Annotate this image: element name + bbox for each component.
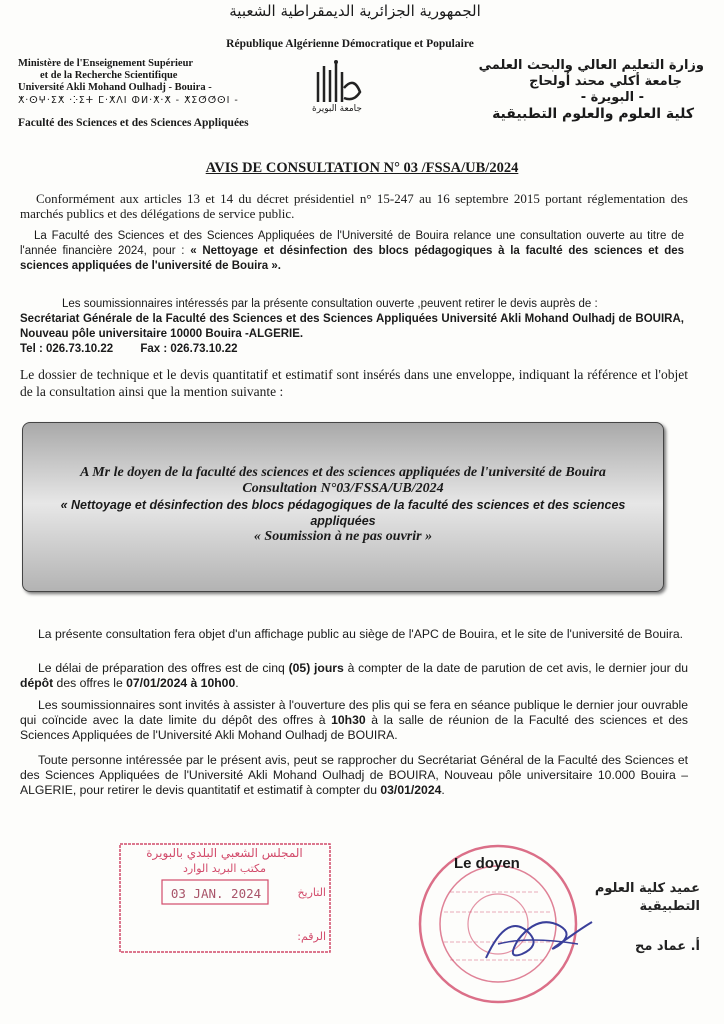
deadline-duration: (05) jours <box>288 661 344 675</box>
stamp-date-label: التاريخ <box>297 886 326 899</box>
university-name: Université Akli Mohand Oulhadj - Bouira - <box>18 82 212 93</box>
right-arabic-header-block <box>434 58 704 122</box>
deadline-text-e: des offres le <box>53 676 127 690</box>
deadline-date: 07/01/2024 à 10h00 <box>126 676 236 690</box>
contact-line <box>20 342 684 357</box>
stamp-date: 03 JAN. 2024 <box>170 886 262 901</box>
mention-addressee: A Mr le doyen de la faculté des sciences et des sciences appliquées de l'université de Bouira <box>80 465 606 480</box>
signatory-title: Le doyen <box>454 855 520 872</box>
deadline-paragraph <box>20 661 688 691</box>
arabic-faculty: كلية العلوم والعلوم التطبيقية <box>492 106 694 122</box>
deadline-deposit-word: dépôt <box>20 676 54 690</box>
withdrawal-paragraph <box>20 297 684 357</box>
opening-text-c: à la salle de réunion de la Faculté des sciences et des Sciences Appliquées de l'Université Akli Mohand Oulhadj de BOUIRA. <box>20 713 688 742</box>
stamp-line-1: المجلس الشعبي البلدي بالبويرة <box>146 846 303 860</box>
telephone: Tel : 026.73.10.22 <box>20 343 114 355</box>
page-title: AVIS DE CONSULTATION N° 03 /FSSA/UB/2024 <box>205 160 519 176</box>
publication-paragraph: La présente consultation fera objet d'un affichage public au siège de l'APC de Bouira, et le site de l'université de Bouira. <box>38 627 683 641</box>
stamp-number-label: الرقم: <box>297 930 326 943</box>
interested-text-a: Toute personne intéressée par le présent avis, peut se rapprocher du Secrétariat Général de la Faculté des Sciences et des Sciences Appliquées de l'Université Akli Mohand Oulhadj de BOUIRA, Nouveau pôle universitaire 10.000 Bouira –ALGERIE, pour retirer le devis quantitatif et estimatif à compter du <box>20 753 688 797</box>
mention-object: « Nettoyage et désinfection des blocs pédagogiques de la faculté des sciences et des sciences appliquées <box>60 498 626 528</box>
consultation-paragraph <box>20 229 684 274</box>
fax: Fax : 026.73.10.22 <box>140 343 238 355</box>
arabic-city: - البويرة - <box>580 90 644 105</box>
envelope-paragraph: Le dossier de technique et le devis quantitatif et estimatif sont insérés dans une enveloppe, indiquant la référence et l'objet de la consultation ainsi que la mention suivante : <box>20 367 688 399</box>
legal-reference-paragraph: Conformément aux articles 13 et 14 du décret présidentiel n° 15-247 au 16 septembre 2015 portant réglementation des marchés publics et des délégations de service public. <box>20 191 688 221</box>
mention-do-not-open: « Soumission à ne pas ouvrir » <box>253 529 433 544</box>
consultation-intro: La Faculté des Sciences et des Sciences Appliquées de l'Université de Bouira relance une consultation ouverte au titre de l'année financière 2024, pour : <box>20 230 684 257</box>
withdrawal-intro: Les soumissionnaires intéressés par la présente consultation ouverte ,peuvent retirer le devis auprès de : <box>62 298 598 310</box>
arabic-university: جامعة أكلي محند أولحاج <box>529 74 682 89</box>
mention-box-text <box>38 465 648 545</box>
opening-text-a: Les soumissionnaires sont invités à assister à l'ouverture des plis qui se fera en séance publique le dernier jour ouvrable qui coïncide avec la date limite du dépôt des offres à <box>20 698 688 727</box>
consultation-object: « Nettoyage et désinfection des blocs pédagogiques à la faculté des sciences et des sciences appliquées de l'université de Bouira ». <box>20 245 685 272</box>
dean-arabic-name: أ. عماد مح <box>634 939 700 954</box>
opening-paragraph <box>20 698 688 743</box>
interested-parties-paragraph <box>20 753 688 798</box>
stamp-line-2: مكتب البريد الوارد <box>182 862 267 875</box>
interested-text-c: . <box>441 783 445 797</box>
deadline-text-c: à compter de la date de parution de cet avis, le dernier jour du <box>343 661 689 675</box>
ministry-line-2: et de la Recherche Scientifique <box>40 70 178 81</box>
dean-arabic-block <box>570 880 700 956</box>
faculty-name: Faculté des Sciences et des Sciences Appliquées <box>18 117 249 129</box>
ministry-line-1: Ministère de l'Enseignement Supérieur <box>18 58 194 69</box>
deadline-text-a: Le délai de préparation des offres est de cinq <box>38 661 289 675</box>
opening-time: 10h30 <box>331 713 366 727</box>
mention-consultation-number: Consultation N°03/FSSA/UB/2024 <box>242 481 444 496</box>
secretariat-address: Secrétariat Générale de la Faculté des Sciences et des Sciences Appliquées Université Akli Mohand Oulhadj de BOUIRA, Nouveau pôle universitaire 10000 Bouira -ALGERIE. <box>20 313 684 340</box>
arabic-republic-header: الجمهورية الجزائرية الديمقراطية الشعبية <box>229 2 481 20</box>
logo-caption: جامعة البويرة <box>312 104 362 114</box>
left-header-block <box>18 58 212 94</box>
deadline-text-g: . <box>235 676 239 690</box>
dean-arabic-title-1: عميد كلية العلوم <box>594 881 700 896</box>
dean-arabic-title-2: التطبيقية <box>639 899 700 914</box>
arabic-ministry: وزارة التعليم العالي والبحث العلمي <box>478 58 704 73</box>
french-republic-header: République Algérienne Démocratique et Populaire <box>226 38 474 50</box>
withdrawal-start-date: 03/01/2024 <box>380 783 442 797</box>
tifinagh-university-name: ⵅ·ⵙⵖ·ⵉⵅ ·ⴾⵉⵜ ⵎ·ⵅⴷⵏ ⵀⵍ·ⵅ·ⵅ - ⵅⵉⵚⵚⵙⵏ - <box>18 95 239 106</box>
